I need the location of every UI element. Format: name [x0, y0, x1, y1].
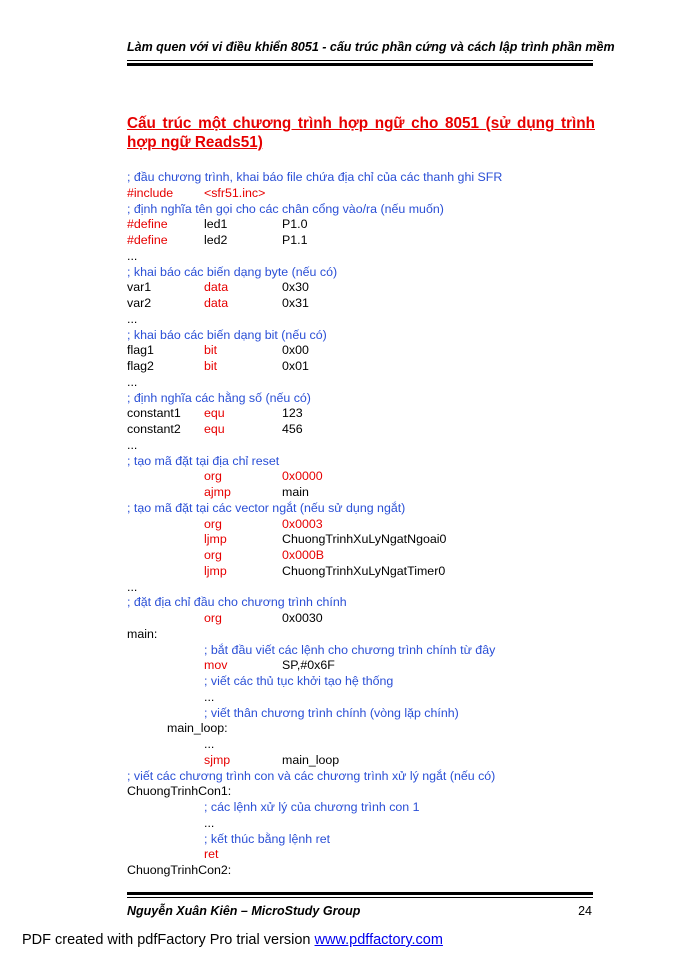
code-comment: ; kết thúc bằng lệnh ret — [204, 831, 331, 846]
code-token: var2 — [127, 296, 152, 310]
code-token: ChuongTrinhXuLyNgatNgoai0 — [282, 532, 447, 547]
code-comment: ; viết thân chương trình chính (vòng lặp chính) — [204, 705, 459, 720]
code-token: sjmp — [204, 752, 231, 767]
code-comment: ; các lệnh xử lý của chương trình con 1 — [204, 800, 420, 814]
code-token: var1 — [127, 280, 152, 295]
code-comment: ; đầu chương trình, khai báo file chứa địa chỉ của các thanh ghi SFR — [127, 170, 503, 184]
code-token: ChuongTrinhCon1: — [127, 784, 232, 799]
code-token: 0x00 — [282, 343, 309, 358]
code-token: main — [282, 485, 309, 499]
code-token: ... — [204, 815, 215, 830]
code-token: constant1 — [127, 406, 181, 421]
code-token: P1.1 — [282, 233, 308, 247]
code-token: data — [204, 296, 229, 310]
code-comment: ; viết các chương trình con và các chương trình xử lý ngắt (nếu có) — [127, 768, 496, 783]
code-token: 0x0003 — [282, 516, 323, 531]
header-rule-thick — [127, 63, 593, 66]
code-token: mov — [204, 658, 228, 673]
code-token: SP,#0x6F — [282, 658, 335, 673]
code-token: 123 — [282, 406, 303, 421]
code-comment: ; tạo mã đặt tại địa chỉ reset — [127, 453, 280, 468]
code-token: ... — [127, 579, 138, 594]
code-token: main_loop — [282, 752, 340, 767]
code-comment: ; viết các thủ tục khởi tạo hệ thống — [204, 674, 394, 688]
header-rule-thin — [127, 60, 593, 61]
code-token: ... — [204, 689, 215, 704]
code-token: #define — [127, 217, 168, 232]
code-token: led2 — [204, 233, 228, 247]
code-token: P1.0 — [282, 217, 308, 232]
code-comment: ; khai báo các biến dạng bit (nếu có) — [127, 327, 327, 342]
page-number: 24 — [578, 904, 592, 918]
code-token: equ — [204, 422, 225, 436]
code-token: 0x30 — [282, 280, 309, 295]
code-token: ChuongTrinhXuLyNgatTimer0 — [282, 563, 446, 578]
code-token: ... — [204, 737, 215, 751]
code-token: #define — [127, 233, 168, 247]
section-heading-line2: hợp ngữ Reads51) — [127, 134, 263, 151]
code-comment: ; bắt đầu viết các lệnh cho chương trình chính từ đây — [204, 642, 496, 657]
code-token: ajmp — [204, 485, 231, 499]
code-token: org — [204, 516, 222, 531]
code-token: equ — [204, 406, 225, 421]
code-comment: ; tạo mã đặt tại các vector ngắt (nếu sử dụng ngắt) — [127, 500, 406, 515]
code-token: constant2 — [127, 422, 181, 436]
code-token: 0x01 — [282, 359, 309, 373]
section-heading — [127, 114, 595, 152]
code-token: flag1 — [127, 343, 154, 358]
code-comment: ; khai báo các biến dạng byte (nếu có) — [127, 264, 338, 279]
pdf-creator-text: PDF created with pdfFactory Pro trial version — [22, 932, 315, 948]
code-token: bit — [204, 343, 218, 358]
code-token: flag2 — [127, 359, 154, 373]
footer-rule-thin — [127, 897, 593, 898]
pdffactory-link[interactable]: www.pdffactory.com — [314, 932, 443, 948]
code-token: main: — [127, 626, 158, 641]
section-heading-line1: Cấu trúc một chương trình hợp ngữ cho 8051 (sử dụng trình — [127, 115, 595, 132]
code-token: #include — [127, 185, 174, 200]
code-token: main_loop: — [167, 721, 228, 736]
code-token: bit — [204, 359, 218, 373]
code-token: org — [204, 469, 222, 484]
footer-author: Nguyễn Xuân Kiên – MicroStudy Group — [127, 904, 361, 918]
code-token: ... — [127, 248, 138, 263]
code-token: 456 — [282, 422, 303, 436]
code-token: 0x31 — [282, 296, 309, 310]
header-title: Làm quen với vi điều khiển 8051 - cấu trúc phần cứng và cách lập trình phần mềm — [127, 40, 615, 54]
code-token: org — [204, 611, 222, 625]
code-token: 0x0030 — [282, 611, 323, 625]
code-comment: ; đặt địa chỉ đầu cho chương trình chính — [127, 595, 347, 610]
code-token: ljmp — [204, 563, 227, 578]
code-token: led1 — [204, 217, 228, 232]
code-token: 0x0000 — [282, 469, 323, 484]
code-token: <sfr51.inc> — [204, 185, 266, 200]
code-comment: ; định nghĩa tên gọi cho các chân cổng vào/ra (nếu muốn) — [127, 201, 444, 216]
code-token: data — [204, 280, 229, 295]
code-comment: ; định nghĩa các hằng số (nếu có) — [127, 390, 311, 405]
code-token: ... — [127, 311, 138, 326]
footer-rule-thick — [127, 892, 593, 895]
code-token: ChuongTrinhCon2: — [127, 863, 232, 877]
code-token: ... — [127, 437, 138, 452]
code-token: org — [204, 548, 222, 562]
code-token: ljmp — [204, 532, 227, 547]
pdf-creator-note — [22, 932, 443, 948]
code-token: 0x000B — [282, 548, 325, 562]
code-token: ret — [204, 847, 219, 862]
code-token: ... — [127, 374, 138, 389]
